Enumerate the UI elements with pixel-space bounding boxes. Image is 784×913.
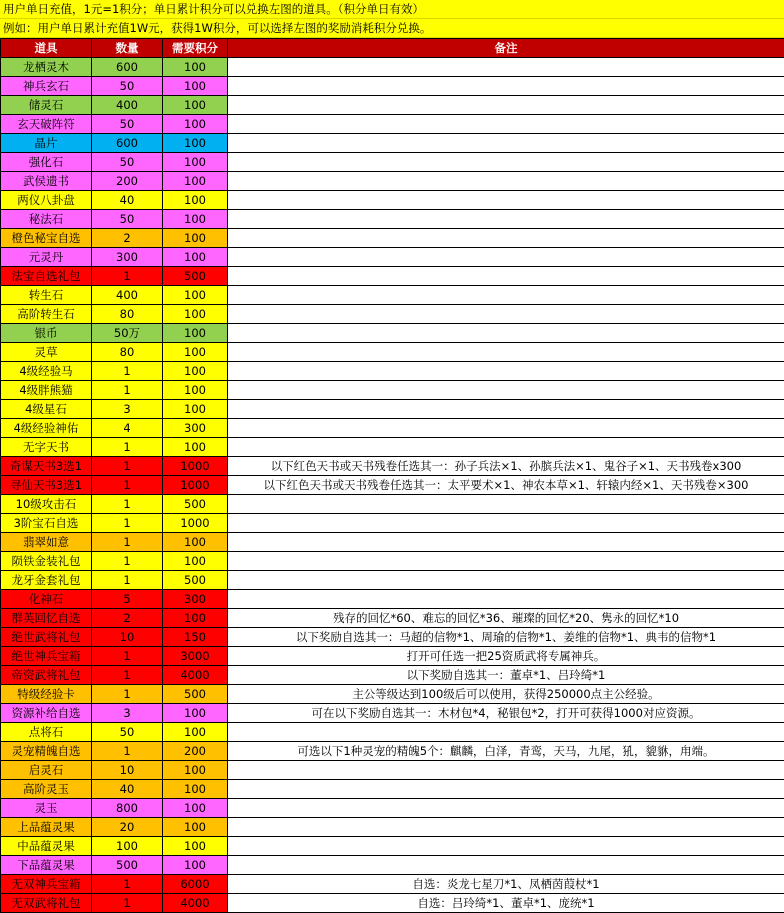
points-cell: 100 — [163, 134, 228, 153]
points-cell: 300 — [163, 590, 228, 609]
points-cell: 100 — [163, 191, 228, 210]
quantity-cell: 3 — [92, 400, 163, 419]
item-cell: 灵宠精魄自选 — [1, 742, 92, 761]
table-row — [1, 362, 784, 381]
note-cell: 可在以下奖励自选其一：木材包*4，秘银包*2，打开可获得1000对应资源。 — [228, 704, 784, 723]
table-row — [1, 58, 784, 77]
points-cell: 100 — [163, 761, 228, 780]
table-row — [1, 248, 784, 267]
item-cell: 4级经验马 — [1, 362, 92, 381]
points-cell: 3000 — [163, 647, 228, 666]
quantity-cell: 500 — [92, 856, 163, 875]
item-cell: 橙色秘宝自选 — [1, 229, 92, 248]
points-cell: 100 — [163, 229, 228, 248]
table-row — [1, 400, 784, 419]
points-cell: 4000 — [163, 666, 228, 685]
table-row — [1, 191, 784, 210]
table-row — [1, 704, 784, 723]
item-cell: 10级攻击石 — [1, 495, 92, 514]
points-cell: 6000 — [163, 875, 228, 894]
quantity-cell: 50万 — [92, 324, 163, 343]
quantity-cell: 1 — [92, 685, 163, 704]
quantity-cell: 1 — [92, 514, 163, 533]
note-cell: 可选以下1种灵宠的精魄5个：麒麟，白泽，青鸾，天马，九尾，犼，貔貅，甪端。 — [228, 742, 784, 761]
note-cell: 打开可任选一把25资质武将专属神兵。 — [228, 647, 784, 666]
note-cell: 以下红色天书或天书残卷任选其一：太平要术×1、神农本草×1、轩辕内经×1、天书残卷×300 — [228, 476, 784, 495]
item-cell: 无双武将礼包 — [1, 894, 92, 913]
item-cell: 转生石 — [1, 286, 92, 305]
table-row — [1, 514, 784, 533]
quantity-cell: 1 — [92, 571, 163, 590]
table-row — [1, 894, 784, 913]
quantity-cell: 600 — [92, 134, 163, 153]
item-cell: 储灵石 — [1, 96, 92, 115]
table-row — [1, 96, 784, 115]
quantity-cell: 10 — [92, 628, 163, 647]
table-row — [1, 286, 784, 305]
item-cell: 下品蕴灵果 — [1, 856, 92, 875]
table-row — [1, 305, 784, 324]
note-cell: 以下红色天书或天书残卷任选其一：孙子兵法×1、孙膑兵法×1、鬼谷子×1、天书残卷x300 — [228, 457, 784, 476]
exchange-table — [0, 38, 784, 913]
points-cell: 1000 — [163, 476, 228, 495]
quantity-cell: 1 — [92, 875, 163, 894]
table-row — [1, 856, 784, 875]
item-cell: 群英回忆自选 — [1, 609, 92, 628]
header-points: 需要积分 — [163, 39, 228, 58]
item-cell: 寻仙天书3选1 — [1, 476, 92, 495]
note-cell — [228, 552, 784, 571]
header-quantity: 数量 — [92, 39, 163, 58]
points-cell: 100 — [163, 58, 228, 77]
points-cell: 100 — [163, 153, 228, 172]
table-row — [1, 153, 784, 172]
note-cell — [228, 324, 784, 343]
points-cell: 100 — [163, 305, 228, 324]
points-cell: 100 — [163, 381, 228, 400]
quantity-cell: 80 — [92, 305, 163, 324]
item-cell: 龙栖灵木 — [1, 58, 92, 77]
table-row — [1, 628, 784, 647]
table-row — [1, 229, 784, 248]
note-cell — [228, 153, 784, 172]
note-cell — [228, 514, 784, 533]
points-cell: 1000 — [163, 457, 228, 476]
item-cell: 强化石 — [1, 153, 92, 172]
points-cell: 100 — [163, 286, 228, 305]
points-cell: 100 — [163, 533, 228, 552]
note-cell — [228, 343, 784, 362]
quantity-cell: 80 — [92, 343, 163, 362]
quantity-cell: 3 — [92, 704, 163, 723]
note-cell — [228, 248, 784, 267]
table-row — [1, 343, 784, 362]
item-cell: 晶片 — [1, 134, 92, 153]
table-row — [1, 780, 784, 799]
quantity-cell: 800 — [92, 799, 163, 818]
quantity-cell: 50 — [92, 115, 163, 134]
note-cell — [228, 761, 784, 780]
quantity-cell: 20 — [92, 818, 163, 837]
note-cell: 主公等级达到100级后可以使用，获得250000点主公经验。 — [228, 685, 784, 704]
note-cell: 以下奖励自选其一：董卓*1、吕玲绮*1 — [228, 666, 784, 685]
quantity-cell: 100 — [92, 837, 163, 856]
item-cell: 神兵玄石 — [1, 77, 92, 96]
points-cell: 200 — [163, 742, 228, 761]
points-cell: 500 — [163, 267, 228, 286]
item-cell: 银币 — [1, 324, 92, 343]
quantity-cell: 40 — [92, 780, 163, 799]
note-cell — [228, 134, 784, 153]
table-row — [1, 115, 784, 134]
quantity-cell: 1 — [92, 495, 163, 514]
header-note: 备注 — [228, 39, 784, 58]
points-cell: 300 — [163, 419, 228, 438]
quantity-cell: 1 — [92, 533, 163, 552]
points-cell: 100 — [163, 799, 228, 818]
table-row — [1, 419, 784, 438]
quantity-cell: 1 — [92, 894, 163, 913]
points-cell: 500 — [163, 571, 228, 590]
quantity-cell: 200 — [92, 172, 163, 191]
item-cell: 启灵石 — [1, 761, 92, 780]
table-row — [1, 590, 784, 609]
table-row — [1, 761, 784, 780]
note-cell — [228, 58, 784, 77]
table-row — [1, 533, 784, 552]
table-row — [1, 609, 784, 628]
quantity-cell: 1 — [92, 647, 163, 666]
header-item: 道具 — [1, 39, 92, 58]
table-row — [1, 438, 784, 457]
table-row — [1, 172, 784, 191]
note-cell: 残存的回忆*60、难忘的回忆*36、璀璨的回忆*20、隽永的回忆*10 — [228, 609, 784, 628]
quantity-cell: 50 — [92, 723, 163, 742]
table-row — [1, 685, 784, 704]
item-cell: 3阶宝石自选 — [1, 514, 92, 533]
points-cell: 100 — [163, 343, 228, 362]
note-cell — [228, 229, 784, 248]
quantity-cell: 400 — [92, 96, 163, 115]
quantity-cell: 300 — [92, 248, 163, 267]
notice-line-2: 例如：用户单日累计充值1W元，获得1W积分，可以选择左图的奖励消耗积分兑换。 — [0, 19, 784, 38]
note-cell — [228, 438, 784, 457]
table-row — [1, 742, 784, 761]
quantity-cell: 1 — [92, 438, 163, 457]
quantity-cell: 10 — [92, 761, 163, 780]
table-row — [1, 647, 784, 666]
note-cell — [228, 419, 784, 438]
quantity-cell: 40 — [92, 191, 163, 210]
quantity-cell: 1 — [92, 476, 163, 495]
item-cell: 资源补给自选 — [1, 704, 92, 723]
item-cell: 4级胖熊猫 — [1, 381, 92, 400]
note-cell — [228, 723, 784, 742]
item-cell: 法宝自选礼包 — [1, 267, 92, 286]
table-row — [1, 134, 784, 153]
points-cell: 100 — [163, 856, 228, 875]
note-cell — [228, 362, 784, 381]
table-row — [1, 666, 784, 685]
table-row — [1, 723, 784, 742]
table-row — [1, 875, 784, 894]
quantity-cell: 5 — [92, 590, 163, 609]
note-cell — [228, 191, 784, 210]
note-cell — [228, 799, 784, 818]
note-cell — [228, 115, 784, 134]
table-row — [1, 457, 784, 476]
note-cell: 自选：吕玲绮*1、董卓*1、庞统*1 — [228, 894, 784, 913]
quantity-cell: 1 — [92, 552, 163, 571]
points-cell: 100 — [163, 77, 228, 96]
item-cell: 龙牙金套礼包 — [1, 571, 92, 590]
quantity-cell: 1 — [92, 666, 163, 685]
quantity-cell: 50 — [92, 77, 163, 96]
item-cell: 灵玉 — [1, 799, 92, 818]
item-cell: 高阶转生石 — [1, 305, 92, 324]
quantity-cell: 50 — [92, 210, 163, 229]
note-cell — [228, 837, 784, 856]
note-cell — [228, 286, 784, 305]
quantity-cell: 4 — [92, 419, 163, 438]
item-cell: 4级经验神佑 — [1, 419, 92, 438]
points-cell: 100 — [163, 837, 228, 856]
quantity-cell: 600 — [92, 58, 163, 77]
table-row — [1, 381, 784, 400]
points-cell: 100 — [163, 609, 228, 628]
table-header-row — [1, 39, 784, 58]
note-cell — [228, 96, 784, 115]
item-cell: 无字天书 — [1, 438, 92, 457]
points-cell: 100 — [163, 704, 228, 723]
table-row — [1, 495, 784, 514]
item-cell: 高阶灵玉 — [1, 780, 92, 799]
note-cell — [228, 571, 784, 590]
note-cell — [228, 856, 784, 875]
item-cell: 4级星石 — [1, 400, 92, 419]
points-cell: 100 — [163, 172, 228, 191]
table-row — [1, 837, 784, 856]
quantity-cell: 1 — [92, 267, 163, 286]
item-cell: 元灵丹 — [1, 248, 92, 267]
table-row — [1, 552, 784, 571]
note-cell — [228, 381, 784, 400]
quantity-cell: 50 — [92, 153, 163, 172]
note-cell — [228, 533, 784, 552]
points-cell: 100 — [163, 552, 228, 571]
table-row — [1, 267, 784, 286]
points-cell: 150 — [163, 628, 228, 647]
points-cell: 100 — [163, 780, 228, 799]
table-row — [1, 324, 784, 343]
points-cell: 500 — [163, 685, 228, 704]
quantity-cell: 1 — [92, 742, 163, 761]
note-cell — [228, 818, 784, 837]
item-cell: 灵草 — [1, 343, 92, 362]
item-cell: 上品蕴灵果 — [1, 818, 92, 837]
item-cell: 化神石 — [1, 590, 92, 609]
note-cell — [228, 305, 784, 324]
points-cell: 100 — [163, 438, 228, 457]
quantity-cell: 2 — [92, 229, 163, 248]
item-cell: 秘法石 — [1, 210, 92, 229]
table-row — [1, 571, 784, 590]
points-cell: 1000 — [163, 514, 228, 533]
points-cell: 100 — [163, 723, 228, 742]
item-cell: 特级经验卡 — [1, 685, 92, 704]
table-row — [1, 476, 784, 495]
item-cell: 帝资武将礼包 — [1, 666, 92, 685]
quantity-cell: 400 — [92, 286, 163, 305]
points-cell: 4000 — [163, 894, 228, 913]
item-cell: 奇谋天书3选1 — [1, 457, 92, 476]
notice-line-1: 用户单日充值，1元=1积分；单日累计积分可以兑换左图的道具。（积分单日有效） — [0, 0, 784, 19]
points-cell: 500 — [163, 495, 228, 514]
note-cell — [228, 210, 784, 229]
item-cell: 中品蕴灵果 — [1, 837, 92, 856]
points-cell: 100 — [163, 324, 228, 343]
item-cell: 绝世神兵宝箱 — [1, 647, 92, 666]
points-cell: 100 — [163, 818, 228, 837]
item-cell: 无双神兵宝箱 — [1, 875, 92, 894]
item-cell: 陨铁金装礼包 — [1, 552, 92, 571]
note-cell — [228, 590, 784, 609]
note-cell — [228, 77, 784, 96]
quantity-cell: 1 — [92, 362, 163, 381]
note-cell — [228, 780, 784, 799]
note-cell — [228, 495, 784, 514]
table-row — [1, 77, 784, 96]
note-cell: 自选：炎龙七星刀*1、凤栖茵葭杖*1 — [228, 875, 784, 894]
item-cell: 翡翠如意 — [1, 533, 92, 552]
item-cell: 武侯遗书 — [1, 172, 92, 191]
quantity-cell: 1 — [92, 457, 163, 476]
points-cell: 100 — [163, 96, 228, 115]
table-row — [1, 818, 784, 837]
quantity-cell: 2 — [92, 609, 163, 628]
points-cell: 100 — [163, 400, 228, 419]
note-cell — [228, 400, 784, 419]
table-row — [1, 799, 784, 818]
item-cell: 玄天破阵符 — [1, 115, 92, 134]
points-cell: 100 — [163, 362, 228, 381]
note-cell — [228, 267, 784, 286]
points-cell: 100 — [163, 248, 228, 267]
item-cell: 两仪八卦盘 — [1, 191, 92, 210]
quantity-cell: 1 — [92, 381, 163, 400]
item-cell: 点将石 — [1, 723, 92, 742]
item-cell: 绝世武将礼包 — [1, 628, 92, 647]
note-cell — [228, 172, 784, 191]
points-cell: 100 — [163, 115, 228, 134]
note-cell: 以下奖励自选其一：马超的信物*1、周瑜的信物*1、姜维的信物*1、典韦的信物*1 — [228, 628, 784, 647]
points-cell: 100 — [163, 210, 228, 229]
table-row — [1, 210, 784, 229]
